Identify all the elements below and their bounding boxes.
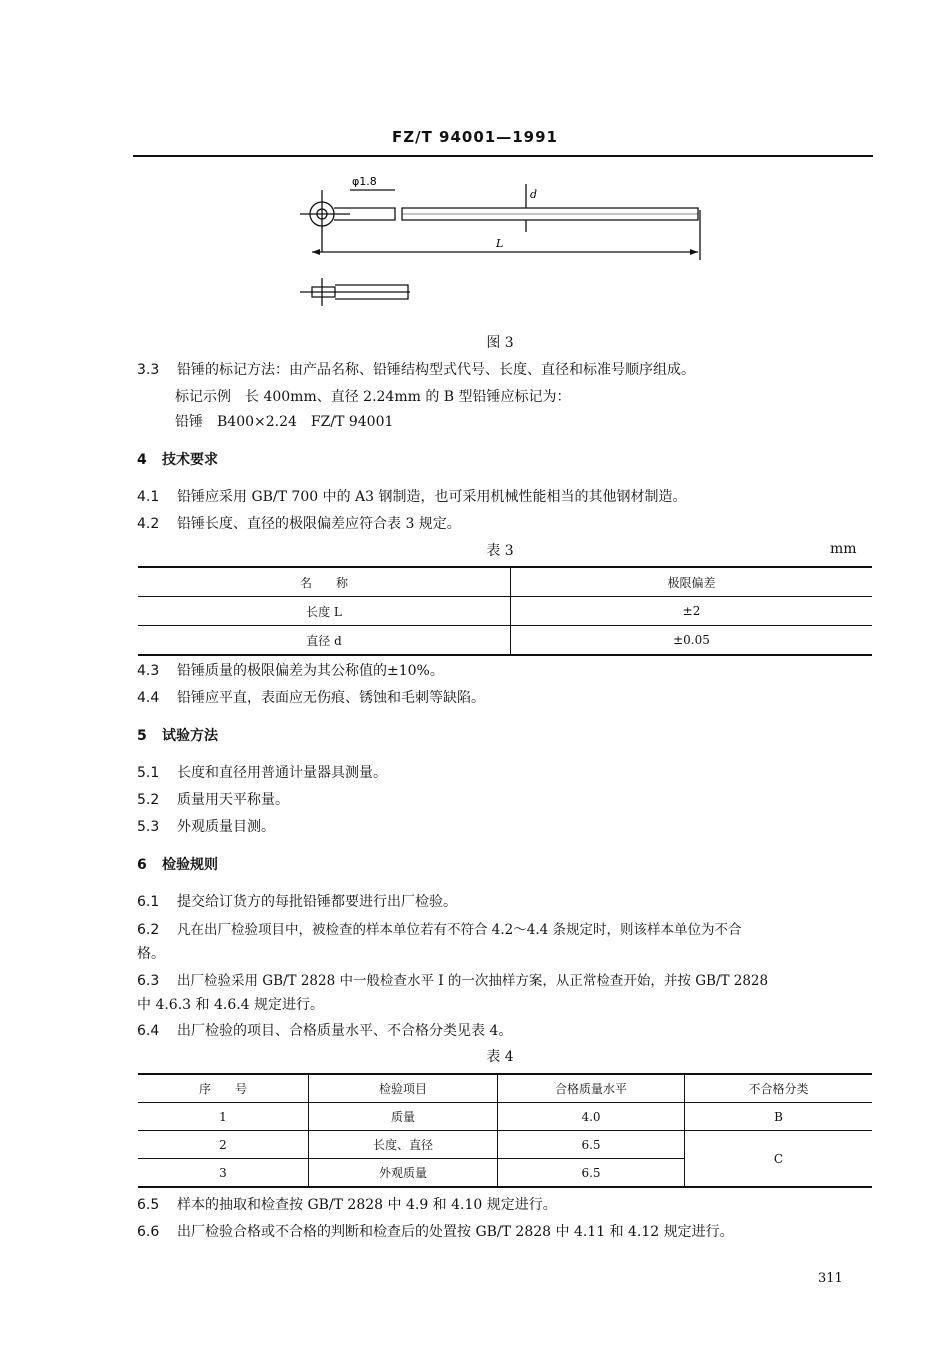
clause-number: 5.3 (137, 819, 160, 835)
row-tolerance: ±0.05 (673, 633, 710, 647)
section-number: 6 (137, 857, 147, 873)
row-no: 2 (138, 1131, 309, 1159)
table-header-row (138, 567, 872, 597)
clause-number: 4.3 (137, 663, 160, 679)
row-tolerance: ±2 (511, 597, 873, 626)
row-no: 1 (138, 1103, 309, 1131)
clause-text: 样本的抽取和检查按 GB/T 2828 中 4.9 和 4.10 规定进行。 (177, 1197, 557, 1213)
clause-number: 4.1 (137, 489, 160, 505)
clause-6-5 (137, 1194, 557, 1214)
clause-6-2 (137, 918, 742, 938)
clause-5-3 (137, 816, 275, 836)
table-row (138, 597, 872, 626)
clause-text: 出厂检验合格或不合格的判断和检查后的处置按 GB/T 2828 中 4.11 和 4.12 规定进行。 (177, 1224, 734, 1240)
clause-5-1 (137, 762, 387, 782)
table-row (138, 626, 872, 656)
row-item: 外观质量 (309, 1159, 498, 1188)
row-item: 质量 (309, 1103, 498, 1131)
table-4-caption: 表 4 (486, 1049, 514, 1065)
clause-number: 6.6 (137, 1224, 160, 1240)
section-title: 检验规则 (162, 857, 218, 873)
clause-text: 出厂检验采用 GB/T 2828 中一般检查水平 I 的一次抽样方案，从正常检查开始，并按 GB/T 2828 (177, 973, 769, 989)
diameter-label: φ1.8 (352, 175, 377, 188)
clause-number: 3.3 (137, 362, 160, 378)
clause-number: 6.3 (137, 973, 160, 989)
clause-6-3-cont: 中 4.6.3 和 4.6.4 规定进行。 (137, 997, 325, 1013)
clause-6-3 (137, 969, 768, 989)
section-title: 试验方法 (162, 728, 218, 744)
header-no: 序 号 (138, 1074, 309, 1103)
clause-text: 外观质量目测。 (177, 819, 275, 835)
clause-number: 5.2 (137, 792, 160, 808)
row-no: 3 (138, 1159, 309, 1188)
header-tolerance: 极限偏差 (511, 567, 873, 597)
clause-number: 4.4 (137, 690, 160, 706)
clause-text: 铅锤的标记方法：由产品名称、铅锤结构型式代号、长度、直径和标准号顺序组成。 (177, 362, 695, 378)
clause-text: 铅锤应平直，表面应无伤痕、锈蚀和毛刺等缺陷。 (177, 690, 485, 706)
row-item: 长度、直径 (309, 1131, 498, 1159)
clause-6-6 (137, 1221, 734, 1241)
section-4-title (137, 449, 218, 469)
clause-4-3 (137, 660, 444, 680)
d-label: d (530, 188, 538, 201)
row-aql: 6.5 (498, 1159, 685, 1188)
clause-number: 5.1 (137, 765, 160, 781)
clause-4-1 (137, 486, 687, 506)
clause-5-2 (137, 789, 289, 809)
l-label: L (496, 237, 504, 250)
clause-6-2-cont: 格。 (137, 946, 165, 962)
clause-text: 长度和直径用普通计量器具测量。 (177, 765, 387, 781)
table-row (138, 1103, 872, 1131)
table-header-row (138, 1074, 872, 1103)
clause-text: 质量用天平称量。 (177, 792, 289, 808)
section-number: 5 (137, 728, 147, 744)
figure-3-drawing (290, 170, 710, 310)
clause-text: 提交给订货方的每批铅锤都要进行出厂检验。 (177, 894, 457, 910)
row-name: 长度 L (138, 597, 511, 626)
section-title: 技术要求 (162, 452, 218, 468)
row-aql: 6.5 (498, 1131, 685, 1159)
section-6-title (137, 854, 218, 874)
clause-3-3 (137, 359, 695, 379)
header-item: 检验项目 (309, 1074, 498, 1103)
header-class: 不合格分类 (685, 1074, 873, 1103)
header-rule (133, 155, 873, 157)
clause-number: 6.4 (137, 1023, 160, 1039)
table-3-unit: mm (830, 541, 857, 557)
standard-code-header: FZ/T 94001—1991 (392, 128, 558, 146)
header-name: 名 称 (138, 567, 511, 597)
table-row (138, 1131, 872, 1159)
clause-6-4 (137, 1020, 512, 1040)
clause-text: 铅锤长度、直径的极限偏差应符合表 3 规定。 (177, 516, 461, 532)
figure-3-caption: 图 3 (486, 335, 514, 351)
clause-text: 铅锤应采用 GB/T 700 中的 A3 钢制造，也可采用机械性能相当的其他钢材制造。 (177, 489, 687, 505)
marking-example-intro: 标记示例 长 400mm、直径 2.24mm 的 B 型铅锤应标记为： (175, 389, 571, 405)
clause-4-2 (137, 513, 461, 533)
section-number: 4 (137, 452, 147, 468)
clause-number: 4.2 (137, 516, 160, 532)
clause-4-4 (137, 687, 485, 707)
clause-6-1 (137, 891, 457, 911)
clause-text: 铅锤质量的极限偏差为其公称值的±10%。 (177, 663, 444, 679)
row-name: 直径 d (138, 626, 511, 656)
clause-text: 出厂检验的项目、合格质量水平、不合格分类见表 4。 (177, 1023, 513, 1039)
row-aql: 4.0 (498, 1103, 685, 1131)
clause-number: 6.5 (137, 1197, 160, 1213)
header-aql: 合格质量水平 (498, 1074, 685, 1103)
table-3 (138, 566, 872, 656)
clause-text: 凡在出厂检验项目中，被检查的样本单位若有不符合 4.2～4.4 条规定时，则该样本单位为不合 (177, 922, 742, 938)
row-class-merged: C (685, 1131, 873, 1188)
table-3-caption: 表 3 (486, 543, 514, 559)
marking-example: 铅锤 B400×2.24 FZ/T 94001 (175, 414, 394, 430)
clause-number: 6.2 (137, 922, 160, 938)
section-5-title (137, 725, 218, 745)
clause-number: 6.1 (137, 894, 160, 910)
row-class: B (685, 1103, 873, 1131)
page-number: 311 (818, 1271, 843, 1286)
table-4 (138, 1073, 872, 1188)
